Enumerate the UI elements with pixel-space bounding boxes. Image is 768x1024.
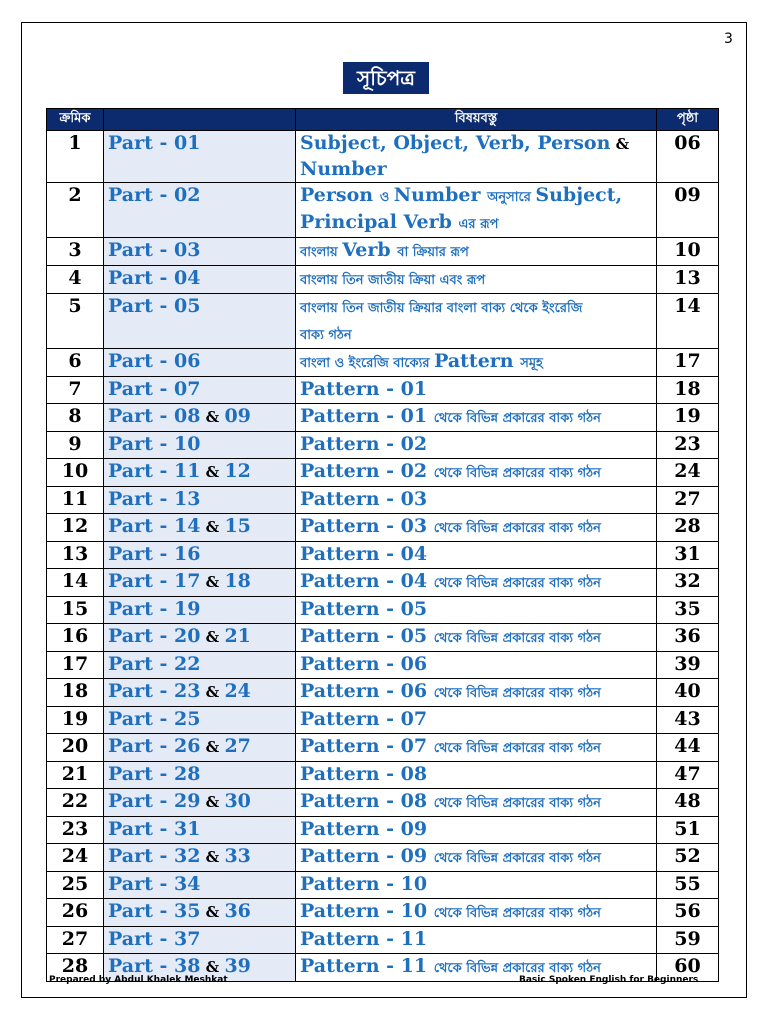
part-ampersand: & [200,958,225,976]
row-subject[interactable] [296,349,657,377]
part-label: Part - 01 [108,132,201,154]
subject-text: Pattern - 02 থেকে বিভিন্ন প্রকারের বাক্য গঠন [300,460,601,482]
row-page: 60 [657,954,719,982]
part-label-second: 39 [224,955,251,977]
row-serial: 12 [47,514,104,542]
part-label: Part - 16 [108,543,201,565]
subject-text: Pattern - 11 [300,928,428,950]
subject-text-line2: বাক্য গঠন [300,328,352,343]
row-page: 35 [657,597,719,624]
table-row [47,624,719,652]
table-row [47,734,719,762]
row-serial: 3 [47,238,104,266]
part-label: Part - 08 [108,405,201,427]
row-part[interactable] [104,349,296,377]
table-row [47,679,719,707]
row-part[interactable] [104,487,296,514]
table-row [47,899,719,927]
row-subject[interactable] [296,707,657,734]
row-page: 28 [657,514,719,542]
part-label-second: 18 [224,570,251,592]
row-subject[interactable] [296,459,657,487]
row-subject[interactable] [296,624,657,652]
table-row [47,432,719,459]
row-serial: 2 [47,183,104,238]
row-part[interactable] [104,266,296,294]
part-ampersand: & [200,848,225,866]
row-serial: 11 [47,487,104,514]
row-serial: 19 [47,707,104,734]
table-row [47,514,719,542]
part-label: Part - 13 [108,488,201,510]
subject-text: Pattern - 01 [300,378,428,400]
part-label: Part - 04 [108,267,201,289]
table-row [47,459,719,487]
row-serial: 13 [47,542,104,569]
part-label: Part - 26 [108,735,201,757]
row-page: 09 [657,183,719,238]
table-row [47,569,719,597]
row-subject[interactable] [296,487,657,514]
subject-text: Pattern - 04 [300,543,428,565]
page-title: সূচিপত্র [343,62,429,94]
row-serial: 16 [47,624,104,652]
row-serial: 1 [47,131,104,183]
table-row [47,597,719,624]
row-page: 13 [657,266,719,294]
part-ampersand: & [200,793,225,811]
row-subject[interactable] [296,238,657,266]
part-label: Part - 07 [108,378,201,400]
row-subject[interactable] [296,789,657,817]
row-page: 23 [657,432,719,459]
part-label-second: 24 [224,680,251,702]
part-label: Part - 19 [108,598,201,620]
header-part [104,109,296,131]
row-part[interactable] [104,183,296,238]
table-row [47,542,719,569]
row-serial: 14 [47,569,104,597]
table-row [47,707,719,734]
part-label: Part - 05 [108,295,201,317]
table-row [47,652,719,679]
row-serial: 25 [47,872,104,899]
row-page: 52 [657,844,719,872]
table-row [47,789,719,817]
row-subject[interactable] [296,404,657,432]
subject-text: Pattern - 06 [300,653,428,675]
row-serial: 24 [47,844,104,872]
subject-text: Pattern - 05 থেকে বিভিন্ন প্রকারের বাক্য গঠন [300,625,601,647]
table-row [47,487,719,514]
row-part[interactable] [104,432,296,459]
row-subject[interactable] [296,762,657,789]
subject-text: Pattern - 08 থেকে বিভিন্ন প্রকারের বাক্য গঠন [300,790,601,812]
row-part[interactable] [104,131,296,183]
header-page: পৃষ্ঠা [657,109,719,131]
row-subject[interactable] [296,377,657,404]
part-label: Part - 38 [108,955,201,977]
part-ampersand: & [200,518,225,536]
row-serial: 10 [47,459,104,487]
table-row [47,131,719,183]
row-serial: 20 [47,734,104,762]
part-label-second: 36 [224,900,251,922]
part-label: Part - 29 [108,790,201,812]
row-page: 44 [657,734,719,762]
row-serial: 17 [47,652,104,679]
row-serial: 23 [47,817,104,844]
row-serial: 6 [47,349,104,377]
row-part[interactable] [104,679,296,707]
table-row [47,294,719,349]
row-subject[interactable] [296,514,657,542]
part-label: Part - 28 [108,763,201,785]
row-subject[interactable] [296,927,657,954]
row-part[interactable] [104,734,296,762]
part-label: Part - 20 [108,625,201,647]
table-row [47,872,719,899]
row-part[interactable] [104,624,296,652]
row-page: 40 [657,679,719,707]
row-page: 59 [657,927,719,954]
toc-body [47,131,719,982]
footer-book-title: Basic Spoken English for Beginners [519,975,699,985]
subject-text: Pattern - 09 থেকে বিভিন্ন প্রকারের বাক্য গঠন [300,845,601,867]
subject-text: Person ও Number অনুসারে Subject, [300,184,623,206]
row-page: 06 [657,131,719,183]
row-subject[interactable] [296,652,657,679]
row-page: 32 [657,569,719,597]
row-part[interactable] [104,927,296,954]
subject-text: Pattern - 04 থেকে বিভিন্ন প্রকারের বাক্য গঠন [300,570,601,592]
row-serial: 8 [47,404,104,432]
row-subject[interactable] [296,679,657,707]
part-label: Part - 34 [108,873,201,895]
part-label-second: 15 [224,515,251,537]
row-part[interactable] [104,707,296,734]
row-serial: 4 [47,266,104,294]
subject-text: বাংলায় তিন জাতীয় ক্রিয়া এবং রূপ [300,273,486,288]
part-label: Part - 10 [108,433,201,455]
part-label: Part - 35 [108,900,201,922]
row-page: 14 [657,294,719,349]
row-part[interactable] [104,597,296,624]
subject-text: Pattern - 10 [300,873,428,895]
table-row [47,762,719,789]
part-ampersand: & [200,463,225,481]
table-row [47,404,719,432]
toc-header-row [47,109,719,131]
row-part[interactable] [104,844,296,872]
row-part[interactable] [104,872,296,899]
header-serial: ক্রমিক [47,109,104,131]
row-subject[interactable] [296,899,657,927]
row-part[interactable] [104,652,296,679]
row-part[interactable] [104,789,296,817]
subject-text: Pattern - 09 [300,818,428,840]
row-subject[interactable] [296,183,657,238]
part-label: Part - 03 [108,239,201,261]
row-part[interactable] [104,542,296,569]
row-page: 47 [657,762,719,789]
table-row [47,266,719,294]
part-label: Part - 06 [108,350,201,372]
table-row [47,844,719,872]
row-serial: 7 [47,377,104,404]
table-row [47,349,719,377]
part-label: Part - 37 [108,928,201,950]
part-label-second: 30 [224,790,251,812]
row-part[interactable] [104,459,296,487]
row-page: 27 [657,487,719,514]
subject-text: বাংলা ও ইংরেজি বাক্যের Pattern সমূহ [300,350,543,372]
subject-text: বাংলায় তিন জাতীয় ক্রিয়ার বাংলা বাক্য থেকে ইংরেজি [300,301,583,316]
row-serial: 22 [47,789,104,817]
row-subject[interactable] [296,294,657,349]
header-subject: বিষয়বস্তু [296,109,657,131]
part-ampersand: & [200,738,225,756]
part-label: Part - 11 [108,460,201,482]
row-serial: 9 [47,432,104,459]
subject-text-line2: Principal Verb এর রূপ [300,211,499,233]
row-subject[interactable] [296,266,657,294]
row-page: 17 [657,349,719,377]
part-ampersand: & [200,628,225,646]
row-page: 56 [657,899,719,927]
row-part[interactable] [104,377,296,404]
table-row [47,238,719,266]
row-part[interactable] [104,238,296,266]
table-row [47,817,719,844]
row-subject[interactable] [296,131,657,183]
subject-text: Pattern - 08 [300,763,428,785]
row-subject[interactable] [296,844,657,872]
row-part[interactable] [104,294,296,349]
row-page: 24 [657,459,719,487]
part-label: Part - 23 [108,680,201,702]
part-label-second: 21 [224,625,251,647]
row-page: 18 [657,377,719,404]
row-serial: 26 [47,899,104,927]
subject-text: Pattern - 11 থেকে বিভিন্ন প্রকারের বাক্য গঠন [300,955,601,977]
row-serial: 28 [47,954,104,982]
row-serial: 21 [47,762,104,789]
row-page: 39 [657,652,719,679]
part-label: Part - 32 [108,845,201,867]
subject-text: Pattern - 10 থেকে বিভিন্ন প্রকারের বাক্য গঠন [300,900,601,922]
table-of-contents [46,108,719,982]
row-page: 48 [657,789,719,817]
row-part[interactable] [104,762,296,789]
row-page: 36 [657,624,719,652]
subject-text: Pattern - 03 থেকে বিভিন্ন প্রকারের বাক্য গঠন [300,515,601,537]
part-label: Part - 02 [108,184,201,206]
part-label: Part - 31 [108,818,201,840]
row-part[interactable] [104,404,296,432]
row-subject[interactable] [296,597,657,624]
row-subject[interactable] [296,734,657,762]
part-label-second: 27 [224,735,251,757]
subject-text: Pattern - 07 থেকে বিভিন্ন প্রকারের বাক্য গঠন [300,735,601,757]
part-ampersand: & [200,683,225,701]
row-page: 43 [657,707,719,734]
subject-ampersand: & [610,135,630,153]
row-part[interactable] [104,569,296,597]
row-page: 10 [657,238,719,266]
part-label-second: 09 [224,405,251,427]
part-label: Part - 25 [108,708,201,730]
part-ampersand: & [200,903,225,921]
row-subject[interactable] [296,817,657,844]
subject-text-line2: Number [300,158,387,180]
row-subject[interactable] [296,872,657,899]
subject-text: Pattern - 06 থেকে বিভিন্ন প্রকারের বাক্য গঠন [300,680,601,702]
subject-text: Pattern - 01 থেকে বিভিন্ন প্রকারের বাক্য গঠন [300,405,601,427]
part-ampersand: & [200,408,225,426]
row-part[interactable] [104,899,296,927]
row-page: 31 [657,542,719,569]
row-subject[interactable] [296,542,657,569]
table-row [47,183,719,238]
subject-text: Pattern - 02 [300,433,428,455]
row-serial: 18 [47,679,104,707]
row-page: 19 [657,404,719,432]
row-part[interactable] [104,514,296,542]
subject-text: Subject, Object, Verb, Person [300,132,611,154]
row-page: 51 [657,817,719,844]
table-row [47,927,719,954]
row-serial: 5 [47,294,104,349]
subject-text: Pattern - 07 [300,708,428,730]
part-label: Part - 14 [108,515,201,537]
subject-text: Pattern - 03 [300,488,428,510]
part-label-second: 12 [224,460,251,482]
part-label: Part - 22 [108,653,201,675]
row-serial: 27 [47,927,104,954]
page-number: 3 [724,31,733,47]
subject-text: Pattern - 05 [300,598,428,620]
row-serial: 15 [47,597,104,624]
table-row [47,377,719,404]
part-label: Part - 17 [108,570,201,592]
footer-author: Prepared by Abdul Khalek Meshkat [49,975,228,985]
row-page: 55 [657,872,719,899]
part-label-second: 33 [224,845,251,867]
row-subject[interactable] [296,432,657,459]
row-subject[interactable] [296,569,657,597]
part-ampersand: & [200,573,225,591]
row-part[interactable] [104,817,296,844]
subject-text: বাংলায় Verb বা ক্রিয়ার রূপ [300,239,469,261]
